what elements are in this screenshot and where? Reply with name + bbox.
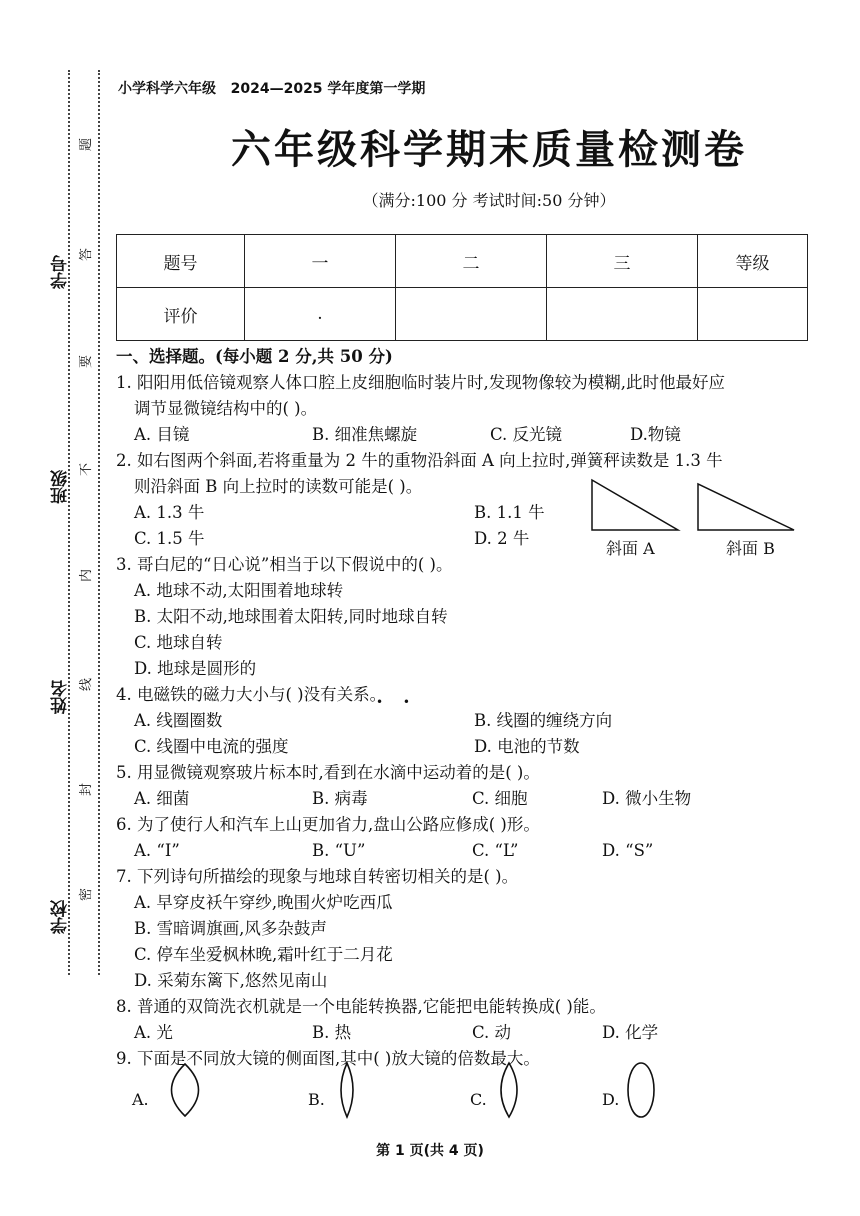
question-stem: 2. 如右图两个斜面,若将重量为 2 牛的重物沿斜面 A 向上拉时,弹簧秤读数是 1.3 牛 — [116, 451, 723, 470]
option: B. 热 — [312, 1023, 352, 1042]
question-stem: 9. 下面是不同放大镜的侧面图,其中( )放大镜的倍数最大。 — [116, 1049, 540, 1068]
option: A. “I” — [134, 841, 180, 860]
option: B. 病毒 — [312, 789, 368, 808]
option: A. 光 — [134, 1023, 173, 1042]
seal-char: 密 — [79, 887, 95, 902]
exam-info: （满分:100 分 考试时间:50 分钟） — [362, 191, 616, 210]
slope-figure — [588, 476, 808, 566]
option: B. 雪暗调旗画,风多杂鼓声 — [134, 919, 327, 938]
option-row — [116, 786, 816, 812]
slope-b-triangle — [698, 484, 794, 530]
question-stem: 1. 阳阳用低倍镜观察人体口腔上皮细胞临时装片时,发现物像较为模糊,此时他最好应 — [116, 373, 725, 392]
lens-c-icon — [492, 1060, 526, 1120]
option: C. 反光镜 — [490, 425, 563, 444]
question-stem: 4. 电磁铁的磁力大小与( )没有关系。 — [116, 685, 387, 704]
option: A. 地球不动,太阳围着地球转 — [134, 581, 344, 600]
question-stem: 5. 用显微镜观察玻片标本时,看到在水滴中运动着的是( )。 — [116, 763, 540, 782]
lens-b-icon — [332, 1060, 362, 1120]
student-id-label: 学号 — [51, 255, 71, 289]
table-row — [117, 235, 808, 288]
option: B. — [308, 1090, 325, 1109]
lens-d-icon — [624, 1060, 658, 1120]
option: B. “U” — [312, 841, 366, 860]
question-stem: 3. 哥白尼的“日心说”相当于以下假说中的( )。 — [116, 555, 453, 574]
table-cell — [396, 288, 547, 341]
option: A. 线圈圈数 — [134, 711, 223, 730]
table-cell — [547, 288, 698, 341]
option: C. — [470, 1090, 487, 1109]
option: D. 地球是圆形的 — [134, 659, 257, 678]
option: B. 1.1 牛 — [474, 503, 545, 522]
question-stem: 6. 为了使行人和汽车上山更加省力,盘山公路应修成( )形。 — [116, 815, 540, 834]
option-row — [116, 734, 816, 760]
slope-b-label: 斜面 B — [726, 539, 775, 558]
option: D. 化学 — [602, 1023, 659, 1042]
section-title: 一、选择题。(每小题 2 分,共 50 分) — [116, 347, 393, 366]
option: B. 细准焦螺旋 — [312, 425, 418, 444]
option: D.物镜 — [630, 425, 681, 444]
question-stem: 调节显微镜结构中的( )。 — [134, 399, 318, 418]
table-cell — [698, 288, 808, 341]
score-table — [116, 234, 808, 341]
table-cell: 一 — [245, 235, 396, 288]
slope-a-triangle — [592, 480, 678, 530]
question-stem: 7. 下列诗句所描绘的现象与地球自转密切相关的是( )。 — [116, 867, 519, 886]
question-stem: 则沿斜面 B 向上拉时的读数可能是( )。 — [134, 477, 423, 496]
name-label: 姓名 — [51, 680, 71, 714]
seal-char: 题 — [79, 137, 95, 152]
binding-dash-line — [68, 70, 70, 975]
option-row — [116, 708, 816, 734]
table-cell: 题号 — [117, 235, 245, 288]
option: C. 细胞 — [472, 789, 528, 808]
binding-dash-line — [98, 70, 100, 975]
option: C. 停车坐爱枫林晚,霜叶红于二月花 — [134, 945, 393, 964]
page-title: 六年级科学期末质量检测卷 — [231, 127, 747, 173]
option: D. 微小生物 — [602, 789, 692, 808]
seal-char: 答 — [79, 247, 95, 262]
slope-diagram — [588, 476, 808, 536]
table-cell: 评价 — [117, 288, 245, 341]
page-number: 第 1 页(共 4 页) — [376, 1143, 484, 1159]
school-label: 学校 — [51, 900, 71, 934]
option: D. 电池的节数 — [474, 737, 580, 756]
seal-char: 要 — [79, 354, 95, 369]
table-row — [117, 288, 808, 341]
option: A. 细菌 — [134, 789, 190, 808]
lens-a-icon — [162, 1060, 208, 1120]
question-stem: 8. 普通的双筒洗衣机就是一个电能转换器,它能把电能转换成( )能。 — [116, 997, 606, 1016]
option: A. 目镜 — [134, 425, 190, 444]
course-header: 小学科学六年级 2024—2025 学年度第一学期 — [118, 81, 426, 97]
binding-margin — [0, 0, 105, 1216]
seal-char: 不 — [79, 462, 95, 477]
option: C. 地球自转 — [134, 633, 223, 652]
option: D. 2 牛 — [474, 529, 530, 548]
seal-char: 线 — [79, 677, 95, 692]
option: C. 线圈中电流的强度 — [134, 737, 289, 756]
table-cell: 等级 — [698, 235, 808, 288]
option: A. — [132, 1090, 149, 1109]
class-label: 班级 — [51, 470, 71, 504]
option: C. 1.5 牛 — [134, 529, 205, 548]
option: D. “S” — [602, 841, 654, 860]
option: C. 动 — [472, 1023, 512, 1042]
slope-a-label: 斜面 A — [606, 539, 655, 558]
option: D. — [602, 1090, 620, 1109]
table-cell: . — [245, 288, 396, 341]
option-row — [116, 1020, 816, 1046]
option: C. “L” — [472, 841, 519, 860]
option: B. 太阳不动,地球围着太阳转,同时地球自转 — [134, 607, 448, 626]
option: B. 线圈的缠绕方向 — [474, 711, 613, 730]
option-row — [116, 422, 816, 448]
option: A. 1.3 牛 — [134, 503, 205, 522]
option: D. 采菊东篱下,悠然见南山 — [134, 971, 328, 990]
question-section — [116, 344, 816, 1072]
seal-char: 封 — [79, 782, 95, 797]
option-row — [116, 838, 816, 864]
emphasis-dots: • • — [376, 695, 418, 709]
option: A. 早穿皮袄午穿纱,晚围火炉吃西瓜 — [134, 893, 393, 912]
table-cell: 二 — [396, 235, 547, 288]
table-cell: 三 — [547, 235, 698, 288]
seal-char: 内 — [79, 568, 95, 583]
lens-figure — [116, 1060, 816, 1130]
